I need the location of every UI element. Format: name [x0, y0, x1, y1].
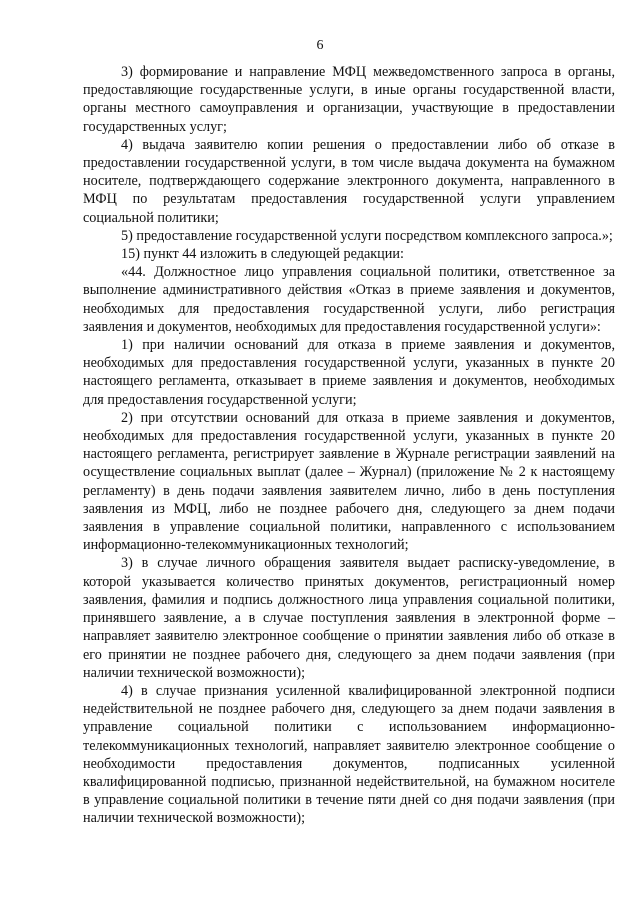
- paragraph: 5) предоставление государственной услуги посредством комплексного запроса.»;: [121, 227, 613, 244]
- paragraph: 3) формирование и направление МФЦ межведомственного запроса в органы, предоставляющие государственные услуги, в иные органы государственной власти, органы местного самоуправления и организации, участвующие в предоставлении государственных услуг;: [83, 64, 615, 135]
- paragraph: 1) при наличии оснований для отказа в приеме заявления и документов, необходимых для предоставления государственной услуги, указанных в пункте 20 настоящего регламента, отказывает в приеме заявления и документов, необходимых для предоставления государственной услуги;: [83, 337, 615, 408]
- paragraph: 15) пункт 44 изложить в следующей редакции:: [121, 246, 404, 263]
- page-number: 6: [316, 38, 324, 53]
- paragraph: 4) в случае признания усиленной квалифицированной электронной подписи недействительной не позднее рабочего дня, следующего за днем подачи заявления в управление социальной политики с использованием информационно-телекоммуникационных технологий, направляет заявителю электронное сообщение о необходимости предоставления документов, подписанных усиленной квалифицированной подписью, признанной недействительной, на бумажном носителе в управление социальной политики в течение пяти дней со дня подачи заявления (при наличии технической возможности);: [83, 682, 615, 827]
- paragraph: 3) в случае личного обращения заявителя выдает расписку-уведомление, в которой указывается количество принятых документов, регистрационный номер заявления, фамилия и подпись должностного лица управления социальной политики, принявшего заявление, а в случае поступления заявления в электронной форме – направляет заявителю электронное сообщение о принятии заявления либо об отказе в его принятии не позднее рабочего дня, следующего за днем подачи заявления (при наличии технической возможности);: [83, 555, 615, 681]
- paragraph: 4) выдача заявителю копии решения о предоставлении либо об отказе в предоставлении государственной услуги, в том числе выдача документа на бумажном носителе, подтверждающего содержание электронного документа, направленного в МФЦ по результатам предоставления государственной услуги управлением социальной политики;: [83, 136, 615, 226]
- document-body: [83, 63, 615, 828]
- paragraph: «44. Должностное лицо управления социальной политики, ответственное за выполнение административного действия «Отказ в приеме заявления и документов, необходимых для предоставления государственной услуги, либо регистрация заявления и документов, необходимых для предоставления государственной услуги»:: [83, 264, 615, 335]
- paragraph: 2) при отсутствии оснований для отказа в приеме заявления и документов, необходимых для предоставления государственной услуги, указанных в пункте 20 настоящего регламента, регистрирует заявление в Журнале регистрации заявлений на осуществление социальных выплат (далее – Журнал) (приложение № 2 к настоящему регламенту) в день подачи заявления заявителем лично, либо в день поступления заявления из МФЦ, либо не позднее рабочего дня, следующего за днем подачи заявления в управление социальной политики, направленного с использованием информационно-телекоммуникационных технологий;: [83, 409, 615, 554]
